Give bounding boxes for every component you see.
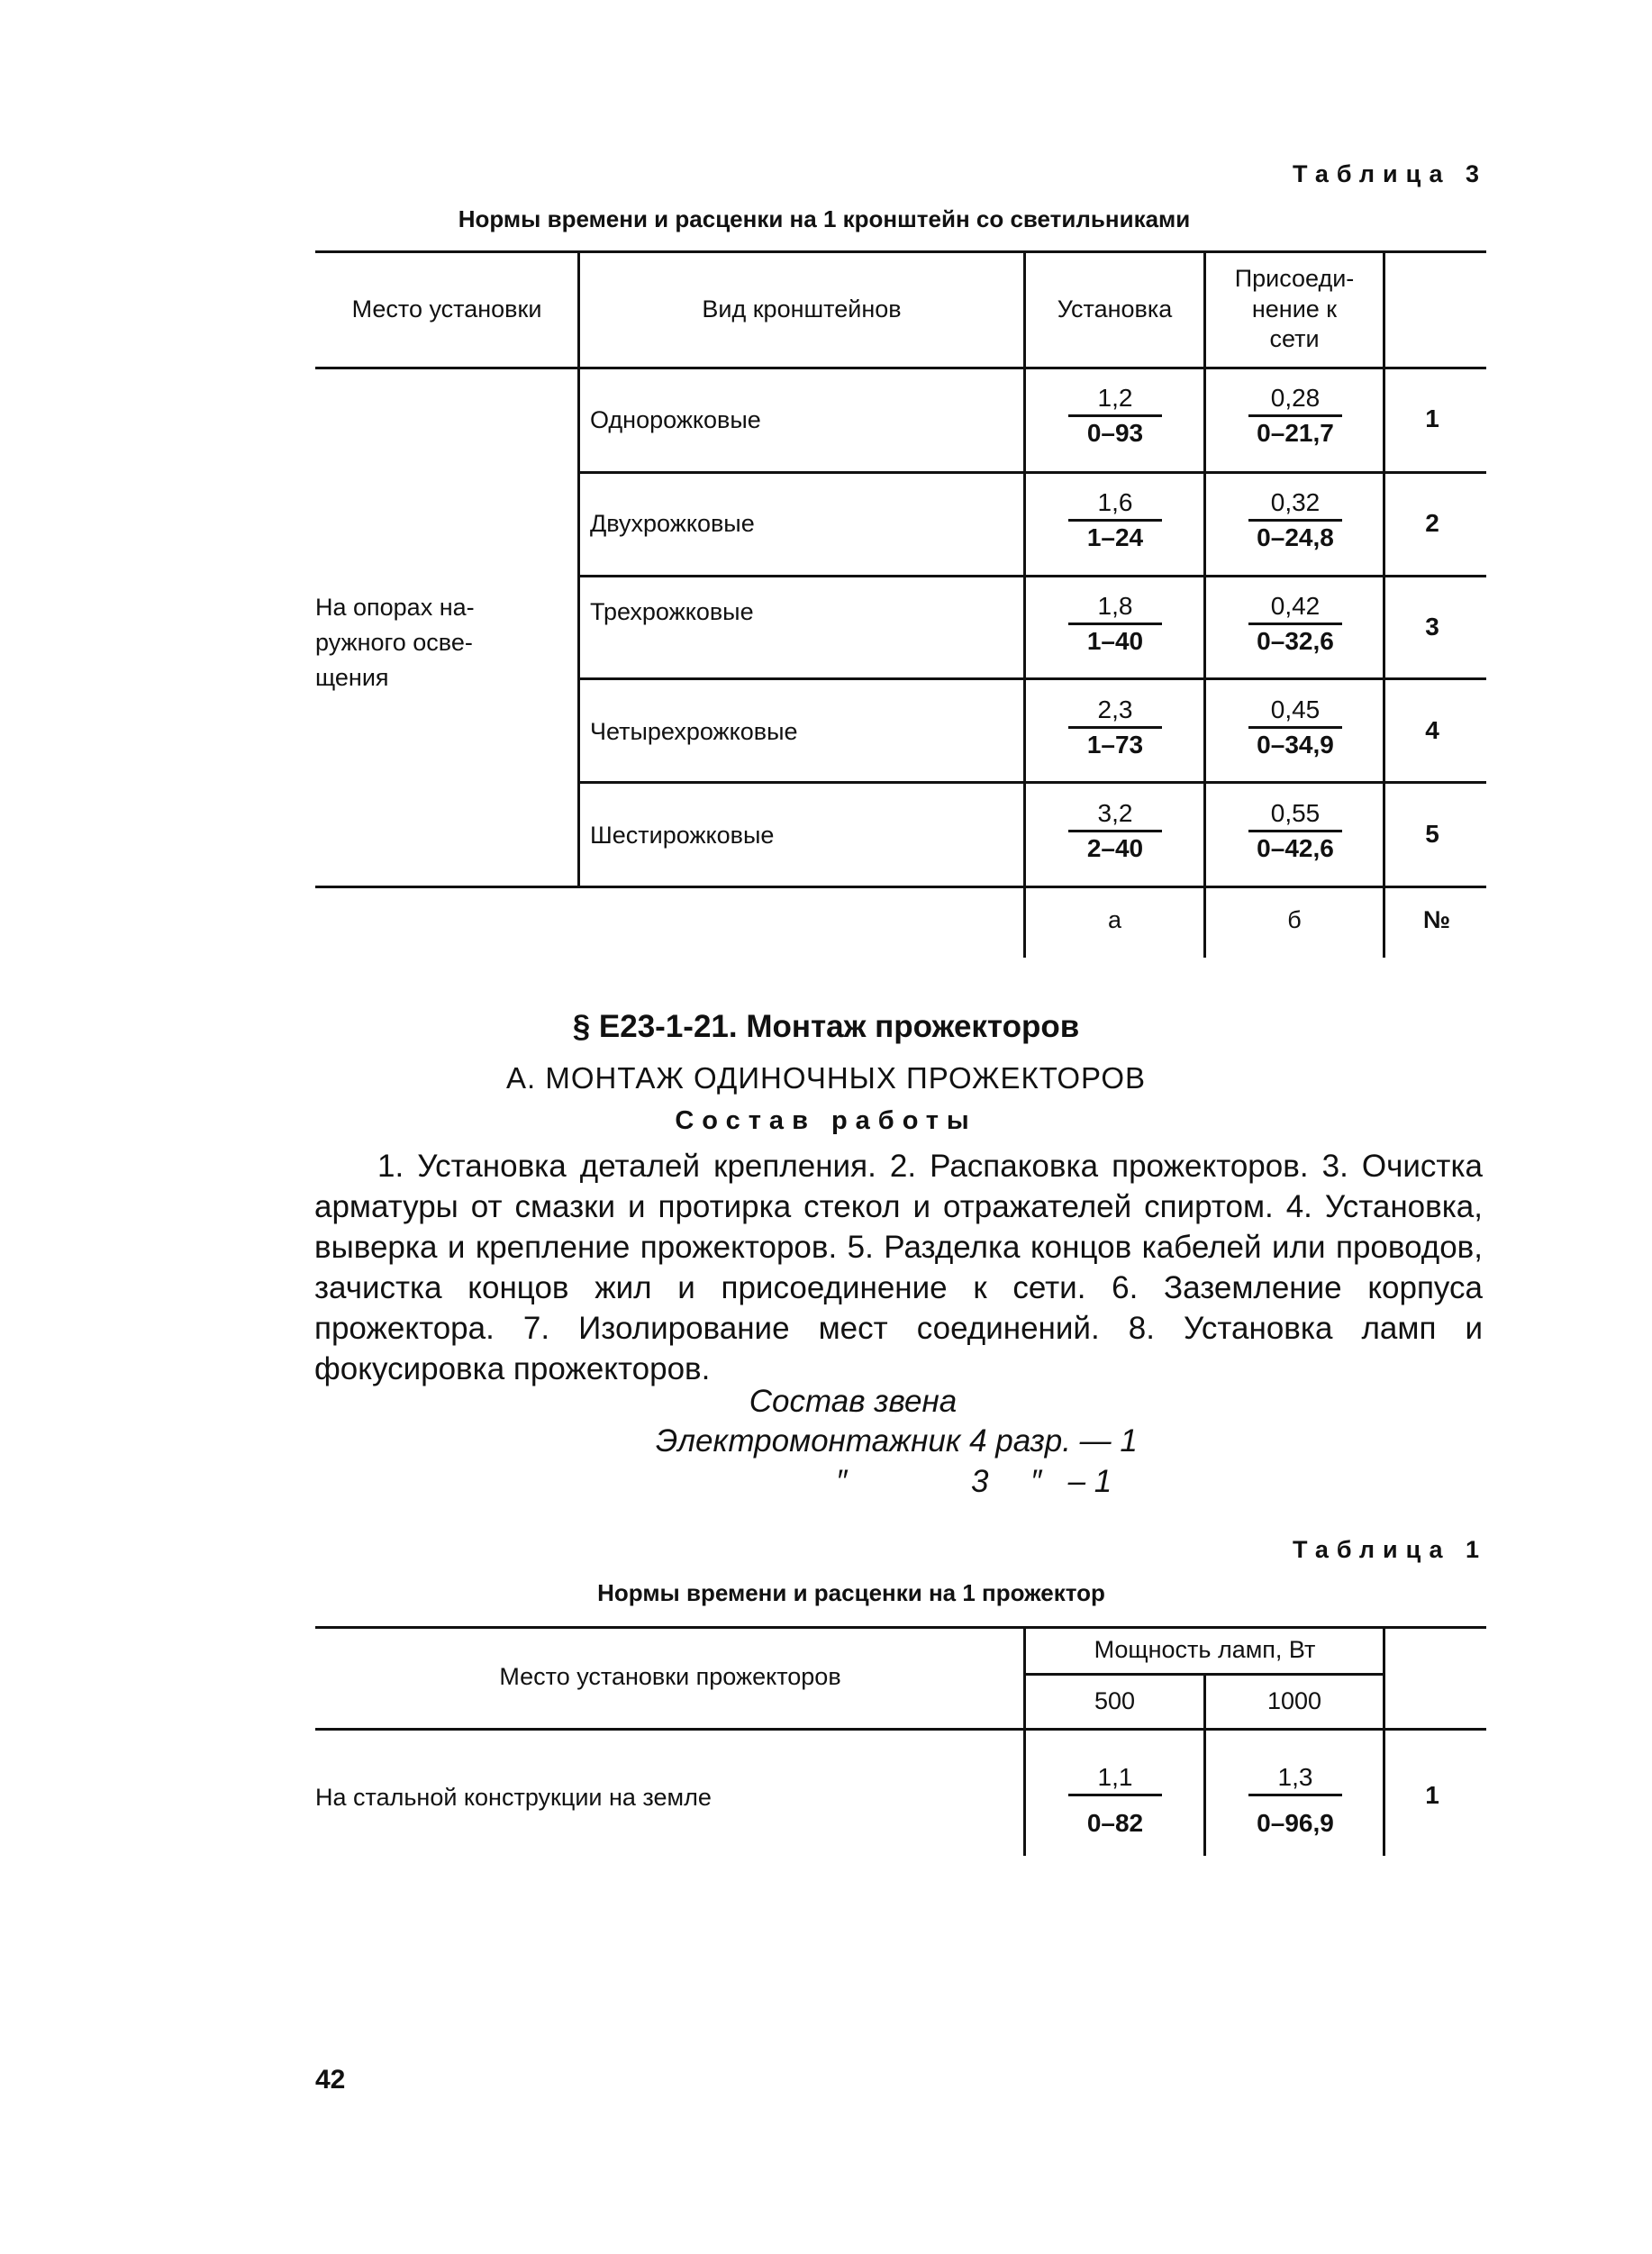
- row-number: 5: [1425, 820, 1439, 848]
- projector-place: На стальной конструкции на земле: [315, 1784, 712, 1811]
- page-number: 42: [315, 2065, 346, 2095]
- header-installation: Установка: [1057, 295, 1173, 323]
- row-number: 1: [1425, 1781, 1439, 1809]
- section-subtitle: А. МОНТАЖ ОДИНОЧНЫХ ПРОЖЕКТОРОВ: [505, 1061, 1146, 1095]
- bracket-type: Четырехрожковые: [590, 718, 798, 745]
- header-bracket-type: Вид кронштейнов: [702, 295, 902, 323]
- installation-value: $\frac{1,8}{1-40}$: [1052, 592, 1178, 656]
- installation-value: $\frac{1,6}{1-24}$: [1052, 488, 1178, 552]
- connection-value: $\frac{0,45}{0-34,9}$: [1232, 695, 1358, 759]
- place-value: На опорах на- ружного осве- щения: [315, 594, 475, 692]
- header-place: Место установки: [351, 295, 542, 323]
- crew-ditto-mark: ″: [836, 1464, 848, 1499]
- connection-value: $\frac{0,42}{0-32,6}$: [1232, 592, 1358, 656]
- row-number: 4: [1425, 716, 1439, 744]
- bracket-type: Шестирожковые: [590, 822, 775, 849]
- header-connection: Присоеди- нение к сети: [1234, 264, 1355, 353]
- installation-value: $\frac{3,2}{2-40}$: [1052, 799, 1178, 863]
- installation-value: $\frac{1,2}{0-93}$: [1052, 384, 1178, 448]
- bracket-type: Двухрожковые: [590, 510, 755, 537]
- connection-value: $\frac{0,28}{0-21,7}$: [1232, 384, 1358, 448]
- connection-value: $\frac{0,55}{0-42,6}$: [1232, 799, 1358, 863]
- section-title: § Е23-1-21. Монтаж прожекторов: [572, 1009, 1080, 1044]
- work-heading: Состав работы: [675, 1106, 977, 1135]
- header-lamp-power: Мощность ламп, Вт: [1094, 1636, 1316, 1664]
- row-number: 3: [1425, 613, 1439, 641]
- row-number: 1: [1425, 404, 1439, 432]
- header-projector-place: Место установки прожекторов: [499, 1663, 841, 1691]
- table3-label: Таблица 3: [1293, 160, 1488, 187]
- crew-grade: 3: [971, 1464, 989, 1499]
- work-text: 1. Установка деталей крепления. 2. Распаковка прожекторов. 3. Очистка арматуры от смазки и протирка стекол и отражателей спиртом. 4. Установка, выверка и крепление прожекторов. 5. Разделка концов кабелей или проводов, зачистка концов жил и присоединение к сети. 6. Заземление корпуса прожектора. 7. Изолирование мест соединений. 8. Установка ламп и фокусировка прожекторов.: [314, 1149, 1483, 1386]
- crew-heading: Состав звена: [749, 1384, 958, 1419]
- power-1000-value: $\frac{1,3}{0-96,9}$: [1232, 1763, 1358, 1838]
- connection-value: $\frac{0,32}{0-24,8}$: [1232, 488, 1358, 552]
- power-500-value: $\frac{1,1}{0-82}$: [1052, 1763, 1178, 1838]
- crew-line-1: Электромонтажник 4 разр. — 1: [656, 1423, 1138, 1459]
- row-number: 2: [1425, 509, 1439, 537]
- column-label-a: а: [1107, 906, 1122, 933]
- bracket-type: Однорожковые: [590, 406, 761, 433]
- header-power-500: 500: [1094, 1687, 1136, 1715]
- column-label-b: б: [1287, 906, 1302, 933]
- installation-value: $\frac{2,3}{1-73}$: [1052, 695, 1178, 759]
- header-power-1000: 1000: [1266, 1687, 1322, 1715]
- column-label-number: №: [1422, 906, 1451, 933]
- table1-caption: Нормы времени и расценки на 1 прожектор: [597, 1579, 1105, 1606]
- crew-line-2-tail: ″ – 1: [1030, 1464, 1112, 1499]
- bracket-type: Трехрожковые: [590, 598, 754, 625]
- table3-caption: Нормы времени и расценки на 1 кронштейн со светильниками: [458, 205, 1191, 232]
- table1-label: Таблица 1: [1293, 1536, 1488, 1563]
